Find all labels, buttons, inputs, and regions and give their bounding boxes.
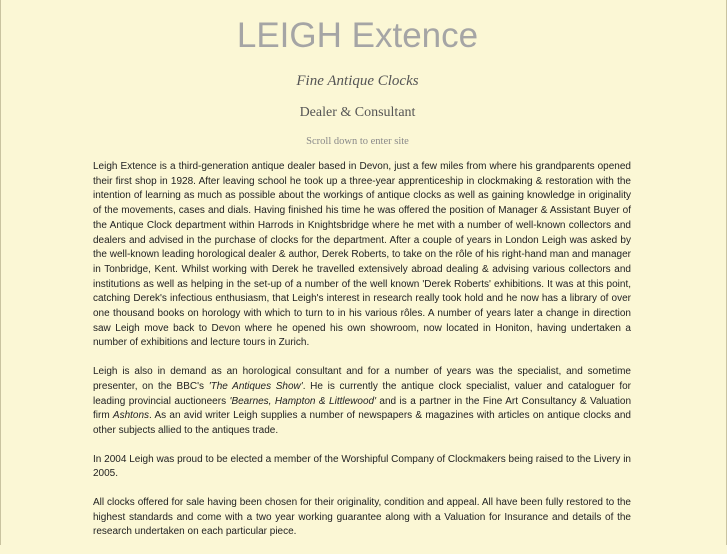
site-title: LEIGH Extence	[236, 16, 479, 55]
bio-paragraph-3: In 2004 Leigh was proud to be elected a member of the Worshipful Company of Clockmakers being raised to the Livery in 2005.	[93, 453, 631, 480]
site-subtitle: Fine Antique Clocks	[296, 73, 419, 89]
firm-name: Ashtons	[112, 410, 150, 422]
site-role: Dealer & Consultant	[299, 105, 416, 120]
show-name: 'The Antiques Show'	[208, 380, 303, 392]
bio-text: Leigh is also in demand as an horological consultant and for a number of years was the specialist, and sometime presenter, on the BBC's	[93, 366, 631, 392]
auctioneer-name: 'Bearnes, Hampton & Littlewood'	[229, 395, 376, 407]
bio-paragraph-4: All clocks offered for sale having been chosen for their originality, condition and appeal. All have been fully restored to the highest standards and come with a two year working guarantee along with a Valuation for Insurance and details of the research undertaken on each particular piece.	[93, 497, 631, 538]
bio-paragraph-2	[93, 365, 631, 439]
bio-text: . He is currently the antique clock specialist, valuer and cataloguer for leading provincial auctioneers	[93, 380, 631, 407]
bio-text: and is a partner in the Fine Art Consultancy & Valuation firm	[93, 395, 632, 422]
bio-text: . As an avid writer Leigh supplies a number of newspapers & magazines with articles on antique clocks and other subjects allied to the antiques trade.	[93, 410, 631, 436]
scroll-hint: Scroll down to enter site	[306, 136, 409, 147]
biography	[93, 160, 631, 554]
bio-paragraph-1: Leigh Extence is a third-generation antique dealer based in Devon, just a few miles from where his grandparents opened their first shop in 1928. After leaving school he took up a three-year apprenticeship in clockmaking & restoration with the intention of learning as much as possible about the workings of antique clocks as well as gaining knowledge in originality of the movements, cases and dials. Having finished his time he was offered the position of Manager & Assistant Buyer of the Antique Clock department within Harrods in Knightsbridge where he met with a number of well-known collectors and dealers and advised in the purchase of clocks for the department. After a couple of years in London Leigh was asked by the well-known leading horological dealer & author, Derek Roberts, to take on the rôle of his right-hand man and manager in Tonbridge, Kent. Whilst working with Derek he travelled extensively abroad dealing & advising various collectors and institutions as well as helping in the set-up of a number of the well known 'Derek Roberts' exhibitions. It was at this point, catching Derek's infectious enthusiasm, that Leigh's interest in research really took hold and he now has a library of over one thousand books on horology with which to turn to in his various rôles. A number of years later a change in direction saw Leigh move back to Devon where he opened his own showroom, now located in Honiton, having undertaken a number of exhibitions and lecture tours in Zurich.	[93, 161, 631, 349]
